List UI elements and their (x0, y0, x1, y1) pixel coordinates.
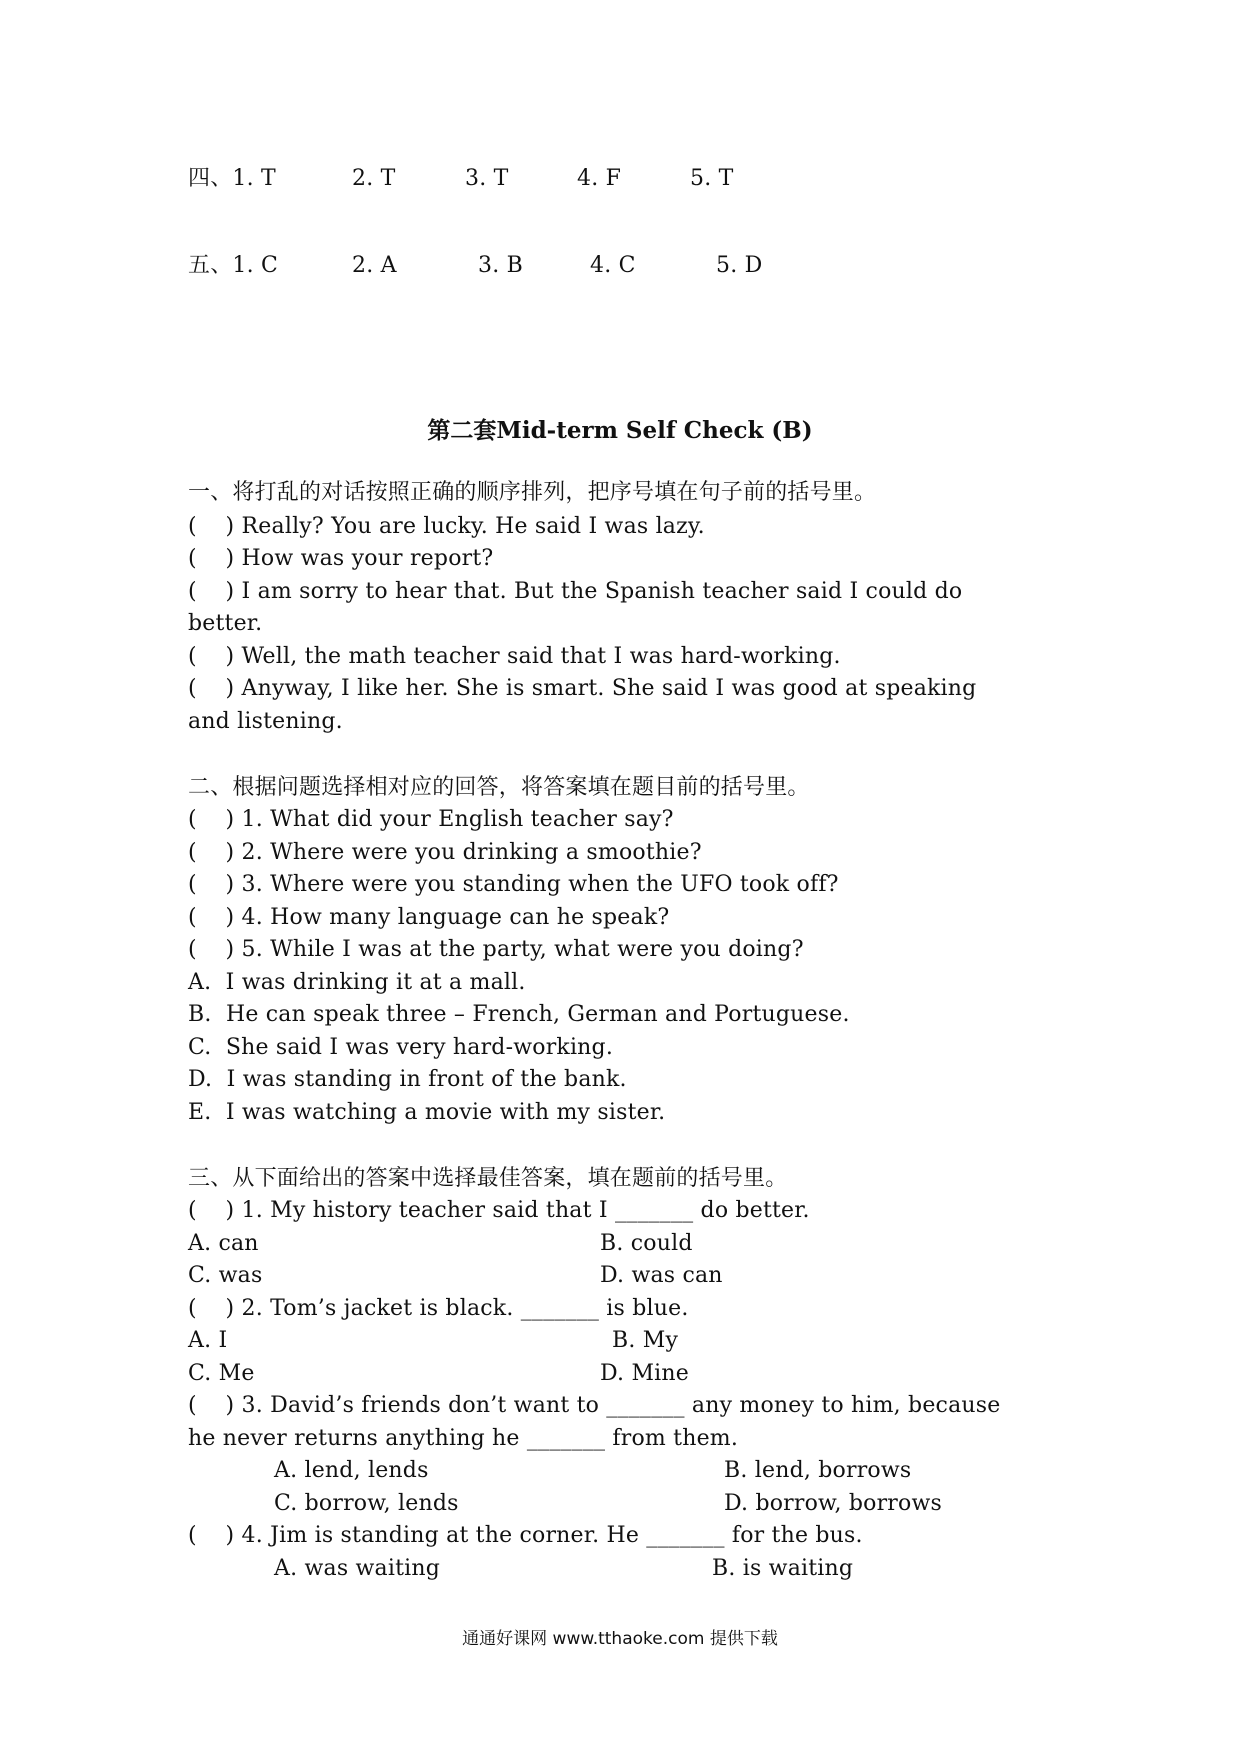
answer-option: D. borrow, borrows (724, 1491, 942, 1516)
answer-option: C. She said I was very hard-working. (188, 1035, 614, 1060)
dialogue-line: ( ) I am sorry to hear that. But the Spanish teacher said I could do (188, 579, 963, 604)
answer-option: E. I was watching a movie with my sister. (188, 1100, 666, 1125)
answer-option: A. I was drinking it at a mall. (188, 970, 526, 995)
answer-row-5-item: 3. B (478, 253, 523, 278)
section-heading: 三、从下面给出的答案中选择最佳答案，填在题前的括号里。 (188, 1166, 788, 1191)
page-footer: 通通好课网 www.tthaoke.com 提供下载 (462, 1629, 778, 1649)
answer-option: A. I (188, 1328, 228, 1353)
answer-option: D. I was standing in front of the bank. (188, 1067, 627, 1092)
answer-option: C. was (188, 1263, 263, 1288)
dialogue-line: and listening. (188, 709, 343, 734)
dialogue-line: ( ) How was your report? (188, 546, 494, 571)
answer-option: A. was waiting (274, 1556, 441, 1581)
answer-row-5-label: 五、1. C (188, 253, 279, 278)
dialogue-line: better. (188, 611, 263, 636)
answer-option: B. lend, borrows (724, 1458, 912, 1483)
answer-row-4-label: 四、1. T (188, 166, 276, 191)
answer-option: B. could (600, 1231, 693, 1256)
answer-option: B. He can speak three – French, German and Portuguese. (188, 1002, 850, 1027)
question-line: ( ) 3. David’s friends don’t want to _______ any money to him, because (188, 1393, 1001, 1418)
answer-option: B. My (612, 1328, 679, 1353)
question-line: ( ) 1. What did your English teacher say? (188, 807, 674, 832)
answer-option: B. is waiting (712, 1556, 854, 1581)
answer-option: C. borrow, lends (274, 1491, 459, 1516)
page-title: 第二套Mid-term Self Check (B) (427, 417, 813, 444)
answer-row-5-item: 5. D (716, 253, 763, 278)
answer-row-4-item: 5. T (690, 166, 734, 191)
answer-row-5-item: 2. A (352, 253, 397, 278)
answer-option: D. was can (600, 1263, 723, 1288)
answer-row-4-item: 4. F (577, 166, 622, 191)
answer-row-4-item: 2. T (352, 166, 396, 191)
answer-option: A. lend, lends (274, 1458, 429, 1483)
question-line: ( ) 2. Where were you drinking a smoothie? (188, 840, 702, 865)
question-line: ( ) 3. Where were you standing when the UFO took off? (188, 872, 839, 897)
question-line: he never returns anything he _______ from them. (188, 1426, 739, 1451)
question-line: ( ) 4. How many language can he speak? (188, 905, 670, 930)
question-line: ( ) 5. While I was at the party, what were you doing? (188, 937, 804, 962)
answer-option: C. Me (188, 1361, 255, 1386)
dialogue-line: ( ) Anyway, I like her. She is smart. She said I was good at speaking (188, 676, 977, 701)
dialogue-line: ( ) Really? You are lucky. He said I was lazy. (188, 514, 705, 539)
answer-row-4-item: 3. T (465, 166, 509, 191)
section-heading: 二、根据问题选择相对应的回答，将答案填在题目前的括号里。 (188, 775, 810, 800)
question-line: ( ) 4. Jim is standing at the corner. He _______ for the bus. (188, 1523, 863, 1548)
question-line: ( ) 2. Tom’s jacket is black. _______ is blue. (188, 1296, 689, 1321)
answer-option: D. Mine (600, 1361, 689, 1386)
answer-option: A. can (188, 1231, 259, 1256)
answer-row-5-item: 4. C (590, 253, 636, 278)
dialogue-line: ( ) Well, the math teacher said that I was hard-working. (188, 644, 841, 669)
question-line: ( ) 1. My history teacher said that I _______ do better. (188, 1198, 810, 1223)
section-heading: 一、将打乱的对话按照正确的顺序排列，把序号填在句子前的括号里。 (188, 480, 877, 505)
